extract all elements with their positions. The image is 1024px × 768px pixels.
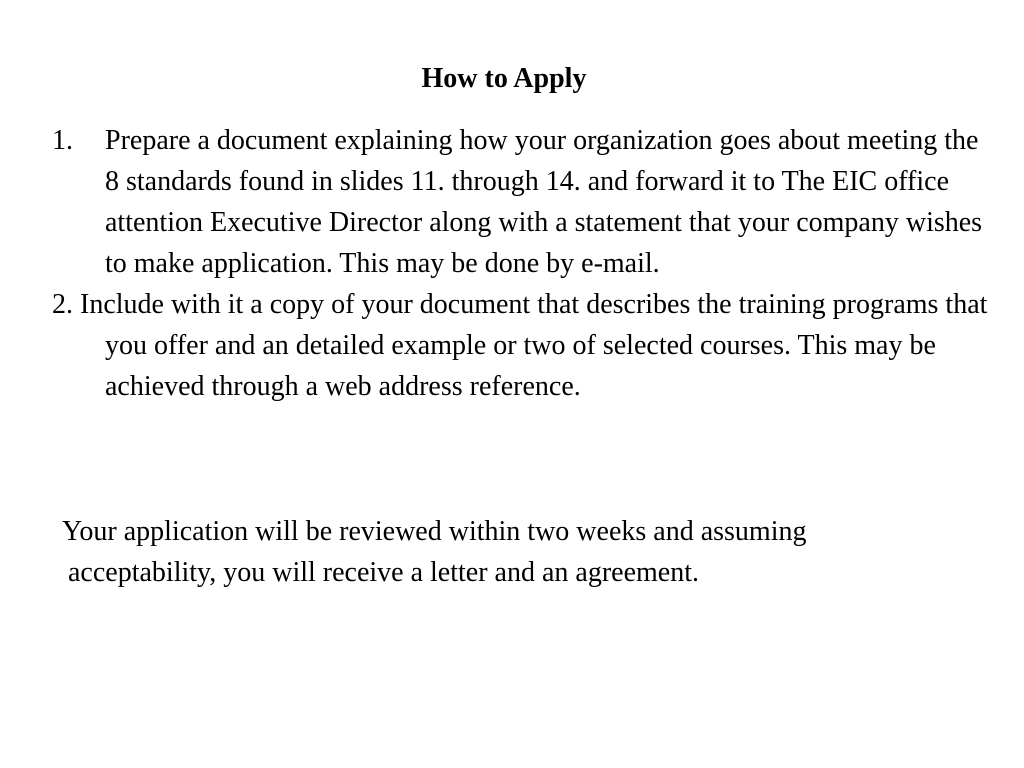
slide-title: How to Apply bbox=[421, 63, 587, 94]
review-note-line-2: acceptability, you will receive a letter and an agreement. bbox=[68, 557, 699, 588]
step-text: Include with it a copy of your document that describes the training programs that you offer and an detailed example or two of selected courses. This may be achieved through a web address reference. bbox=[80, 289, 988, 402]
review-note bbox=[62, 511, 1002, 593]
step-text: Prepare a document explaining how your organization goes about meeting the 8 standards found in slides 11. through 14. and forward it to The EIC office attention Executive Director along with a statement that your company wishes to make application. This may be done by e-mail. bbox=[105, 125, 983, 279]
step-number: 1. bbox=[52, 125, 73, 156]
review-note-line-1: Your application will be reviewed within two weeks and assuming bbox=[62, 516, 807, 547]
step-number: 2. bbox=[52, 289, 80, 320]
step-item-2 bbox=[52, 284, 992, 407]
application-steps-list bbox=[52, 120, 992, 407]
step-item-1 bbox=[52, 120, 992, 284]
